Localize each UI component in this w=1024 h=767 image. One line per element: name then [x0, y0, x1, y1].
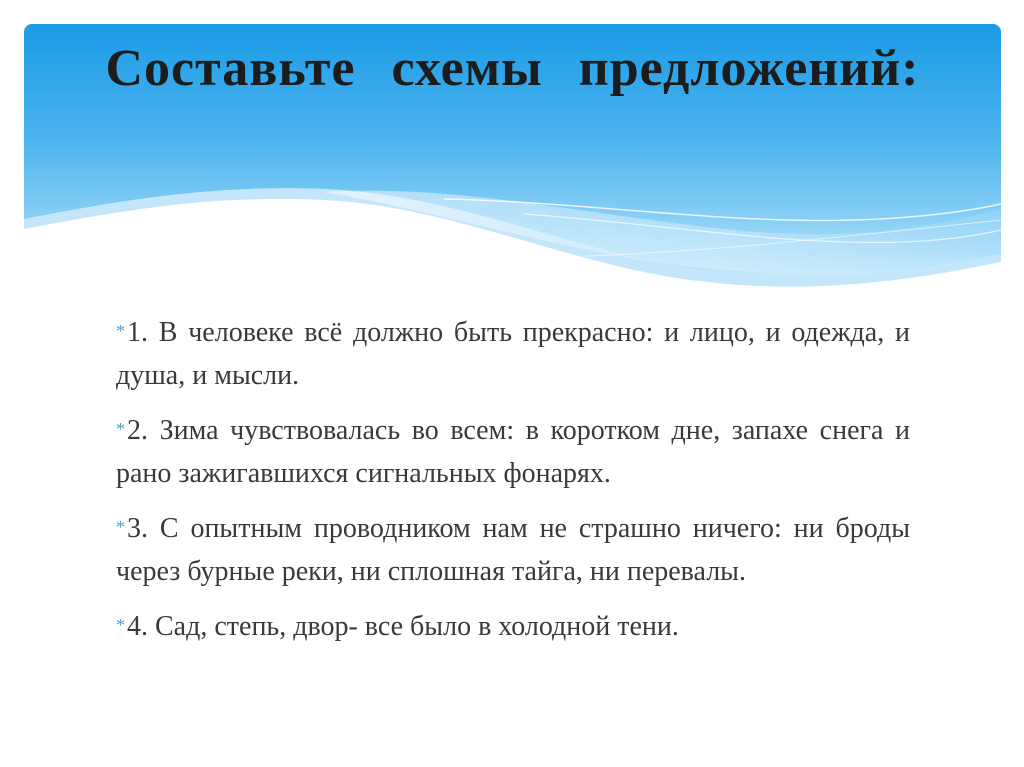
list-item — [116, 310, 910, 397]
list-item — [116, 604, 910, 648]
list-item-text: 2. Зима чувствовалась во всем: в коротком дне, запахе снега и рано зажигавшихся сигнальных фонарях. — [116, 415, 910, 489]
list-item — [116, 506, 910, 593]
slide-title: Составьте схемы предложений: — [105, 40, 920, 97]
list-item-text: 4. Сад, степь, двор- все было в холодной тени. — [127, 611, 679, 642]
list-item-text: 1. В человеке всё должно быть прекрасно: и лицо, и одежда, и душа, и мысли. — [116, 317, 910, 391]
asterisk-bullet-icon: * — [116, 517, 125, 537]
list-item — [116, 408, 910, 495]
asterisk-bullet-icon: * — [116, 419, 125, 439]
list-item-text: 3. С опытным проводником нам не страшно ничего: ни броды через бурные реки, ни сплошная тайга, ни перевалы. — [116, 513, 910, 587]
sentence-list — [116, 310, 910, 659]
asterisk-bullet-icon: * — [116, 321, 125, 341]
asterisk-bullet-icon: * — [116, 615, 125, 635]
